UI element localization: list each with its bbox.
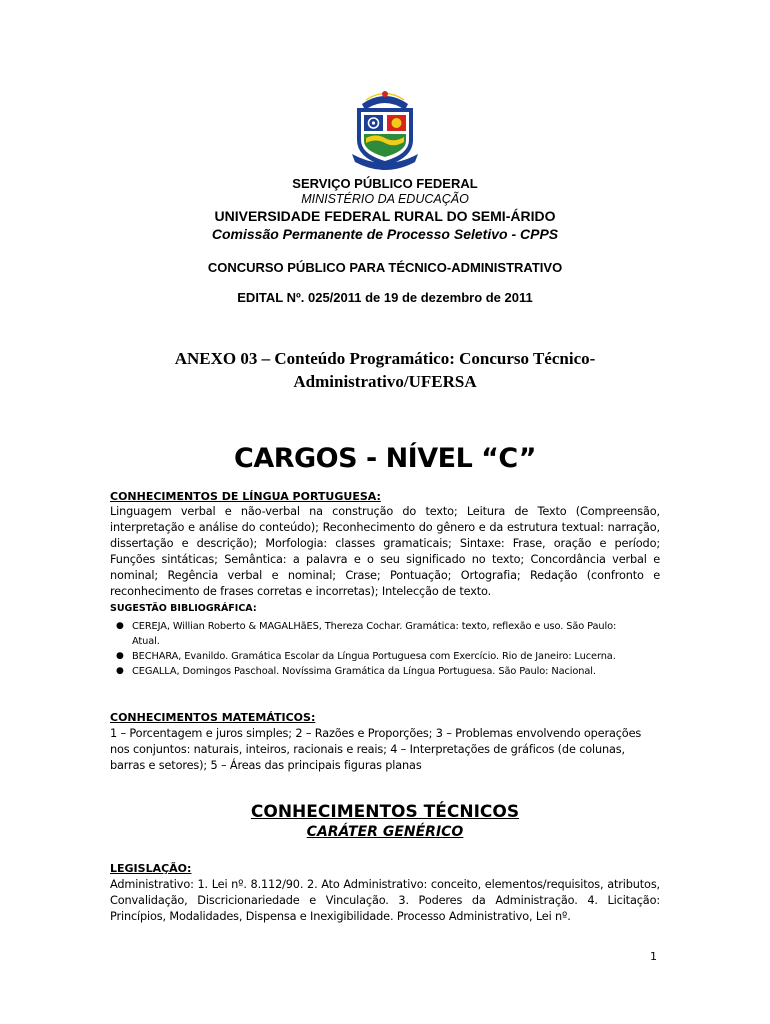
math-section-title: CONHECIMENTOS MATEMÁTICOS: (110, 711, 316, 724)
bibliography-item (110, 664, 640, 679)
bibliography-item-text: CEREJA, Willian Roberto & MAGALHãES, Thereza Cochar. Gramática: texto, reflexão e uso. São Paulo: Atual. (132, 621, 617, 647)
bibliography-item-text: CEGALLA, Domingos Paschoal. Novíssima Gramática da Língua Portuguesa. São Paulo: Nacional. (132, 666, 596, 677)
university-heading: UNIVERSIDADE FEDERAL RURAL DO SEMI-ÁRIDO (214, 208, 556, 224)
service-heading: SERVIÇO PÚBLICO FEDERAL (292, 176, 478, 191)
annex-title-line2: Administrativo/UFERSA (293, 372, 477, 391)
page-number: 1 (650, 950, 657, 963)
technical-subtitle: CARÁTER GENÉRICO (306, 824, 464, 840)
legislation-section-title: LEGISLAÇÃO: (110, 862, 192, 875)
portuguese-section-text: Linguagem verbal e não-verbal na construção do texto; Leitura de Texto (Compreensão, interpretação e análise do conteúdo); Reconhecimento do gênero e da estrutura textual: narração, dissertação e descrição); Morfologia: classes gramaticais; Sintaxe: Frase, oração e período; Funções sintáticas; Semântica: a palavra e o seu significado no texto; Concordância verbal e nominal; Regência verbal e nominal; Crase; Pontuação; Ortografia; Redação (confronto e reconhecimento de frases corretas e incorretas); Intelecção de texto. (110, 505, 660, 598)
technical-title: CONHECIMENTOS TÉCNICOS (250, 802, 520, 822)
annex-title (0, 347, 770, 393)
bibliography-title: SUGESTÃO BIBLIOGRÁFICA: (110, 603, 257, 614)
bibliography-list (110, 619, 640, 679)
contest-heading: CONCURSO PÚBLICO PARA TÉCNICO-ADMINISTRATIVO (207, 260, 563, 275)
cargos-title: CARGOS - NÍVEL “C” (234, 443, 536, 474)
bullet-icon: ● (116, 666, 124, 676)
portuguese-section-title: CONHECIMENTOS DE LÍNGUA PORTUGUESA: (110, 490, 381, 503)
commission-heading: Comissão Permanente de Processo Seletivo - CPPS (211, 226, 559, 242)
legislation-section-text: Administrativo: 1. Lei nº. 8.112/90. 2. Ato Administrativo: conceito, elementos/requisitos, atributos, Convalidação, Discricionariedade e Vinculação. 3. Poderes da Administração. 4. Licitação: Princípios, Modalidades, Dispensa e Inexigibilidade. Processo Administrativo, Lei nº. (110, 878, 660, 923)
ministry-heading: MINISTÉRIO DA EDUCAÇÃO (301, 192, 469, 206)
university-logo (352, 88, 418, 170)
edital-heading: EDITAL Nº. 025/2011 de 19 de dezembro de 2011 (237, 290, 533, 305)
bibliography-item-text: BECHARA, Evanildo. Gramática Escolar da Língua Portuguesa com Exercício. Rio de Janeiro: Lucerna. (132, 651, 616, 662)
bullet-icon: ● (116, 621, 124, 631)
bullet-icon: ● (116, 651, 124, 661)
bibliography-item (110, 649, 640, 664)
annex-title-line1: ANEXO 03 – Conteúdo Programático: Concurso Técnico- (174, 349, 596, 368)
bibliography-item (110, 619, 640, 649)
math-section-text: 1 – Porcentagem e juros simples; 2 – Razões e Proporções; 3 – Problemas envolvendo operações nos conjuntos: naturais, inteiros, racionais e reais; 4 – Interpretações de gráficos (de colunas, barras e setores); 5 – Áreas das principais figuras planas (110, 727, 642, 772)
